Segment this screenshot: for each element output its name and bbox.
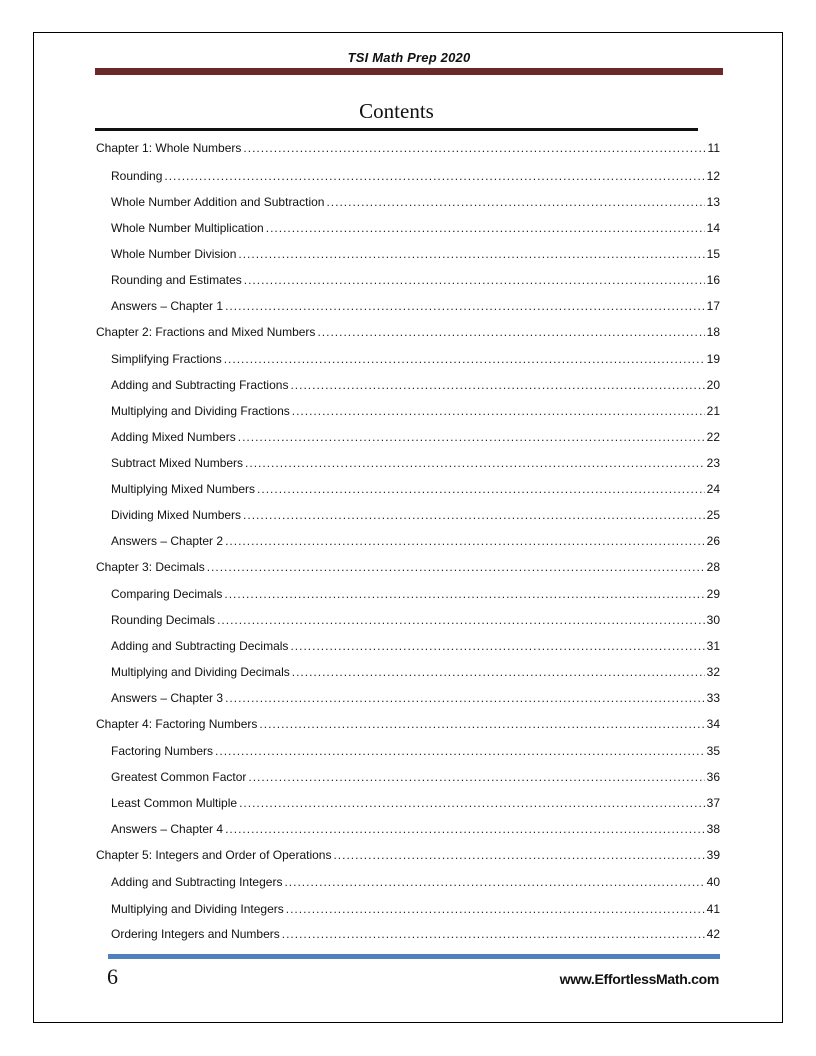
- toc-section-entry[interactable]: [0, 193, 720, 211]
- toc-section-entry[interactable]: [0, 820, 720, 838]
- toc-dot-leader: [317, 323, 704, 341]
- toc-dot-leader: [239, 794, 705, 812]
- toc-chapter-entry[interactable]: [0, 558, 720, 576]
- toc-section-entry[interactable]: [0, 663, 720, 681]
- toc-entry-page: 19: [706, 352, 720, 366]
- toc-dot-leader: [244, 271, 705, 289]
- toc-entry-label: Rounding and Estimates: [111, 273, 242, 287]
- toc-section-entry[interactable]: [0, 873, 720, 891]
- toc-dot-leader: [290, 637, 704, 655]
- toc-entry-page: 42: [706, 927, 720, 941]
- toc-entry-page: 29: [706, 587, 720, 601]
- toc-dot-leader: [238, 428, 705, 446]
- toc-dot-leader: [245, 454, 705, 472]
- toc-section-entry[interactable]: [0, 585, 720, 603]
- toc-dot-leader: [286, 900, 705, 918]
- toc-entry-label: Multiplying and Dividing Decimals: [111, 665, 290, 679]
- toc-entry-page: 25: [706, 508, 720, 522]
- toc-entry-label: Factoring Numbers: [111, 744, 214, 758]
- toc-section-entry[interactable]: [0, 689, 720, 707]
- toc-dot-leader: [224, 585, 704, 603]
- toc-section-entry[interactable]: [0, 402, 720, 420]
- toc-section-entry[interactable]: [0, 167, 720, 185]
- toc-section-entry[interactable]: [0, 376, 720, 394]
- toc-entry-page: 31: [706, 639, 720, 653]
- toc-section-entry[interactable]: [0, 900, 720, 918]
- toc-section-entry[interactable]: [0, 297, 720, 315]
- toc-section-entry[interactable]: [0, 271, 720, 289]
- toc-dot-leader: [282, 925, 705, 943]
- toc-entry-label: Adding Mixed Numbers: [111, 430, 236, 444]
- toc-entry-label: Whole Number Multiplication: [111, 221, 264, 235]
- toc-entry-label: Answers – Chapter 3: [111, 691, 224, 705]
- toc-entry-page: 37: [706, 796, 720, 810]
- toc-entry-page: 20: [706, 378, 720, 392]
- toc-entry-page: 28: [706, 560, 720, 574]
- toc-entry-page: 35: [706, 744, 720, 758]
- toc-dot-leader: [290, 376, 704, 394]
- toc-dot-leader: [292, 402, 705, 420]
- toc-section-entry[interactable]: [0, 532, 720, 550]
- toc-entry-page: 39: [706, 848, 720, 862]
- toc-entry-label: Dividing Mixed Numbers: [111, 508, 242, 522]
- toc-entry-label: Chapter 4: Factoring Numbers: [96, 717, 258, 731]
- toc-entry-label: Adding and Subtracting Fractions: [111, 378, 289, 392]
- toc-entry-label: Ordering Integers and Numbers: [111, 927, 280, 941]
- toc-section-entry[interactable]: [0, 742, 720, 760]
- toc-entry-label: Whole Number Division: [111, 247, 237, 261]
- toc-entry-page: 13: [706, 195, 720, 209]
- toc-entry-page: 14: [706, 221, 720, 235]
- toc-section-entry[interactable]: [0, 454, 720, 472]
- toc-entry-page: 15: [706, 247, 720, 261]
- toc-dot-leader: [207, 558, 705, 576]
- header-rule: [95, 68, 723, 75]
- toc-dot-leader: [257, 480, 705, 498]
- toc-section-entry[interactable]: [0, 350, 720, 368]
- toc-dot-leader: [266, 219, 705, 237]
- toc-entry-label: Chapter 2: Fractions and Mixed Numbers: [96, 325, 316, 339]
- toc-entry-label: Multiplying and Dividing Fractions: [111, 404, 290, 418]
- toc-entry-page: 41: [706, 902, 720, 916]
- toc-entry-page: 33: [706, 691, 720, 705]
- toc-entry-label: Comparing Decimals: [111, 587, 223, 601]
- toc-dot-leader: [238, 245, 704, 263]
- toc-chapter-entry[interactable]: [0, 139, 720, 157]
- toc-entry-label: Whole Number Addition and Subtraction: [111, 195, 325, 209]
- toc-entry-page: 40: [706, 875, 720, 889]
- toc-section-entry[interactable]: [0, 925, 720, 943]
- toc-entry-page: 23: [706, 456, 720, 470]
- toc-entry-label: Chapter 1: Whole Numbers: [96, 141, 242, 155]
- toc-entry-label: Chapter 5: Integers and Order of Operations: [96, 848, 332, 862]
- toc-entry-page: 11: [707, 141, 720, 155]
- toc-entry-label: Simplifying Fractions: [111, 352, 222, 366]
- toc-entry-label: Subtract Mixed Numbers: [111, 456, 244, 470]
- toc-section-entry[interactable]: [0, 794, 720, 812]
- toc-entry-page: 30: [706, 613, 720, 627]
- toc-dot-leader: [164, 167, 704, 185]
- contents-title: Contents: [359, 99, 434, 123]
- toc-entry-page: 21: [706, 404, 720, 418]
- toc-dot-leader: [217, 611, 705, 629]
- toc-entry-page: 32: [706, 665, 720, 679]
- toc-entry-page: 18: [706, 325, 720, 339]
- toc-section-entry[interactable]: [0, 611, 720, 629]
- toc-entry-page: 16: [706, 273, 720, 287]
- toc-dot-leader: [225, 820, 705, 838]
- toc-dot-leader: [248, 768, 704, 786]
- toc-dot-leader: [224, 350, 705, 368]
- toc-section-entry[interactable]: [0, 428, 720, 446]
- page-number: 6: [107, 964, 118, 989]
- title-rule: [95, 128, 698, 131]
- toc-entry-label: Adding and Subtracting Decimals: [111, 639, 289, 653]
- toc-dot-leader: [259, 715, 704, 733]
- toc-entry-label: Answers – Chapter 4: [111, 822, 224, 836]
- toc-entry-page: 22: [706, 430, 720, 444]
- toc-entry-page: 24: [706, 482, 720, 496]
- footer-website: www.EffortlessMath.com: [559, 971, 719, 987]
- toc-entry-page: 34: [706, 717, 720, 731]
- toc-section-entry[interactable]: [0, 245, 720, 263]
- toc-dot-leader: [326, 193, 704, 211]
- toc-entry-page: 12: [706, 169, 720, 183]
- toc-dot-leader: [243, 139, 705, 157]
- toc-dot-leader: [284, 873, 704, 891]
- toc-dot-leader: [225, 297, 705, 315]
- toc-entry-label: Answers – Chapter 2: [111, 534, 224, 548]
- toc-entry-page: 38: [706, 822, 720, 836]
- toc-entry-label: Chapter 3: Decimals: [96, 560, 205, 574]
- toc-dot-leader: [215, 742, 705, 760]
- running-header: TSI Math Prep 2020: [347, 50, 471, 65]
- toc-dot-leader: [292, 663, 705, 681]
- toc-section-entry[interactable]: [0, 219, 720, 237]
- toc-section-entry[interactable]: [0, 768, 720, 786]
- toc-entry-label: Multiplying Mixed Numbers: [111, 482, 256, 496]
- toc-dot-leader: [225, 532, 705, 550]
- toc-chapter-entry[interactable]: [0, 715, 720, 733]
- toc-entry-label: Adding and Subtracting Integers: [111, 875, 283, 889]
- toc-entry-label: Multiplying and Dividing Integers: [111, 902, 284, 916]
- toc-entry-label: Rounding: [111, 169, 163, 183]
- toc-entry-label: Rounding Decimals: [111, 613, 216, 627]
- toc-entry-page: 17: [706, 299, 720, 313]
- toc-section-entry[interactable]: [0, 506, 720, 524]
- toc-dot-leader: [243, 506, 705, 524]
- toc-entry-page: 36: [706, 770, 720, 784]
- toc-chapter-entry[interactable]: [0, 323, 720, 341]
- toc-entry-label: Answers – Chapter 1: [111, 299, 224, 313]
- toc-section-entry[interactable]: [0, 480, 720, 498]
- toc-chapter-entry[interactable]: [0, 846, 720, 864]
- toc-dot-leader: [225, 689, 705, 707]
- toc-entry-label: Greatest Common Factor: [111, 770, 247, 784]
- toc-dot-leader: [333, 846, 704, 864]
- toc-entry-page: 26: [706, 534, 720, 548]
- toc-section-entry[interactable]: [0, 637, 720, 655]
- footer-rule: [108, 954, 720, 959]
- toc-entry-label: Least Common Multiple: [111, 796, 238, 810]
